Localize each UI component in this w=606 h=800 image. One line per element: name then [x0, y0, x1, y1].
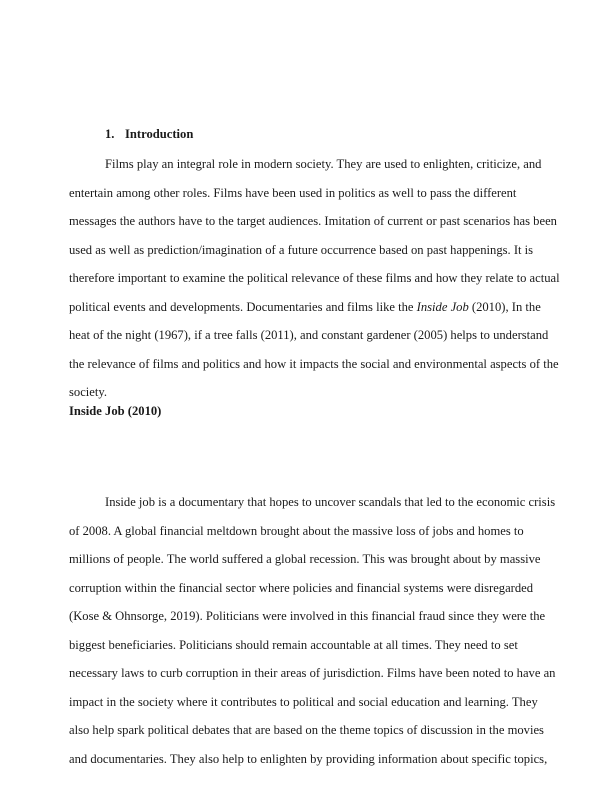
- section-heading-introduction: [105, 127, 193, 142]
- subheading-inside-job: Inside Job (2010): [69, 404, 162, 418]
- paragraph-line: millions of people. The world suffered a global recession. This was brought about by massive: [69, 552, 541, 566]
- line-text-after: (2010), In the: [468, 299, 541, 314]
- paragraph-line: used as well as prediction/imagination of a future occurrence based on past happenings. It is: [69, 242, 534, 257]
- paragraph-line: (Kose & Ohnsorge, 2019). Politicians were involved in this financial fraud since they were the: [69, 609, 546, 623]
- paragraph-line: therefore important to examine the political relevance of these films and how they relate to actual: [69, 271, 560, 285]
- paragraph-line: society.: [69, 385, 108, 399]
- paragraph-line: necessary laws to curb corruption in their areas of jurisdiction. Films have been noted to have an: [69, 666, 556, 680]
- paragraph-line: heat of the night (1967), if a tree falls (2011), and constant gardener (2005) helps to understand: [69, 328, 549, 342]
- paragraph-line: corruption within the financial sector where policies and financial systems were disregarded: [69, 580, 534, 595]
- paragraph-line: [69, 293, 539, 322]
- introduction-paragraph: [69, 150, 560, 407]
- paragraph-line: also help spark political debates that are based on the theme topics of discussion in the movies: [69, 723, 544, 737]
- paragraph-line: impact in the society where it contributes to political and social education and learning. They: [69, 694, 538, 709]
- paragraph-line: Inside job is a documentary that hopes to uncover scandals that led to the economic crisis: [105, 495, 556, 509]
- line-text-before: political events and developments. Documentaries and films like the: [69, 299, 417, 314]
- paragraph-line: entertain among other roles. Films have been used in politics as well to pass the different: [69, 185, 517, 200]
- paragraph-line: and documentaries. They also help to enlighten by providing information about specific topics,: [69, 751, 548, 766]
- section-title: Introduction: [125, 127, 194, 141]
- paragraph-line: biggest beneficiaries. Politicians should remain accountable at all times. They need to set: [69, 637, 518, 652]
- paragraph-line: the relevance of films and politics and how it impacts the social and environmental aspects of the: [69, 356, 559, 371]
- paragraph-line: Films play an integral role in modern society. They are used to enlighten, criticize, and: [105, 157, 542, 171]
- paragraph-line: messages the authors have to the target audiences. Imitation of current or past scenarios has been: [69, 214, 557, 228]
- film-title-italic: Inside Job: [416, 299, 469, 314]
- inside-job-paragraph: [69, 488, 556, 773]
- section-number: 1.: [105, 127, 115, 141]
- paragraph-line: of 2008. A global financial meltdown brought about the massive loss of jobs and homes to: [69, 523, 524, 538]
